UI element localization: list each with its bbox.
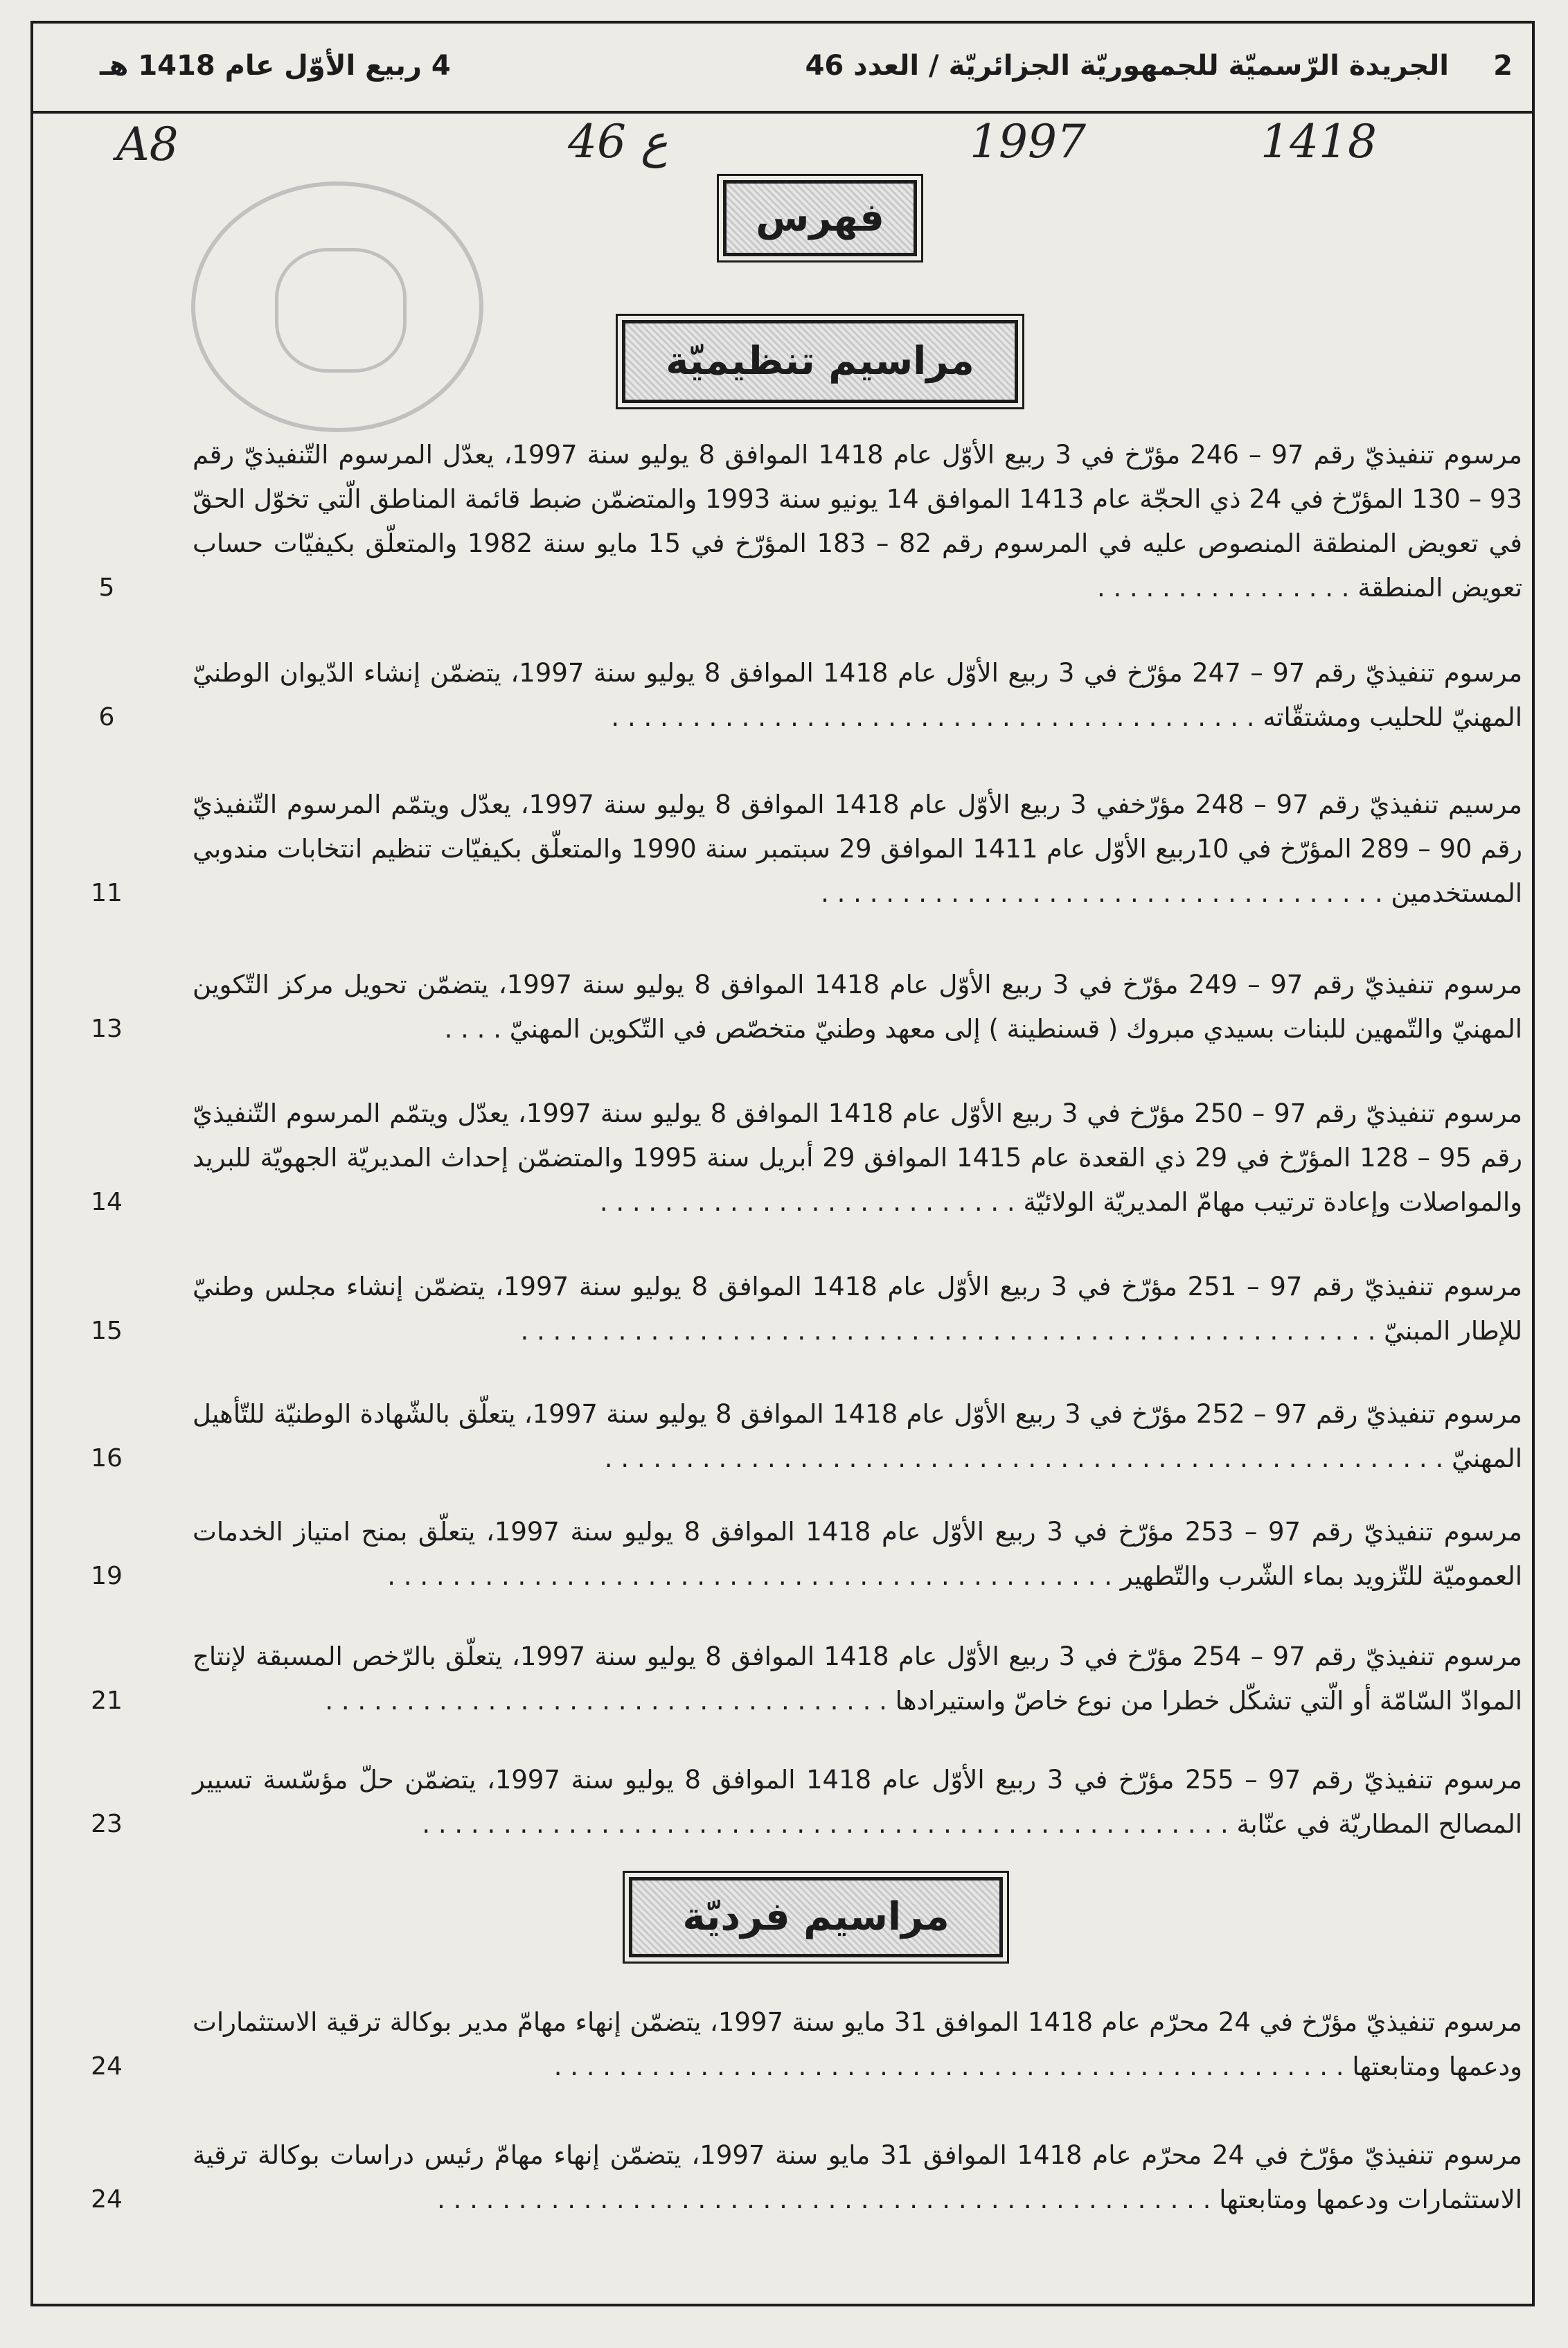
toc-entry[interactable]: مرسوم تنفيذيّ رقم 97 – 253 مؤرّخ في 3 ربيع الأوّل عام 1418 الموافق 8 يوليو سنة 1997، يتعلّق بمنح امتياز الخدمات العموميّة للتّزويد بماء الشّرب والتّطهير . . . . . . . . . . . . . . . . . . . . . . . . . . . . . . . . . . . . . . . . . . . . . 19 <box>62 1510 1522 1599</box>
handwritten-issue: 46 ع <box>568 115 668 168</box>
entry-page-number: 6 <box>98 703 115 731</box>
entry-text: مرسوم تنفيذيّ رقم 97 – 252 مؤرّخ في 3 ربيع الأوّل عام 1418 الموافق 8 يوليو سنة 1997، يتعلّق بالشّهادة الوطنيّة للتّأهيل المهنيّ <box>193 1399 1523 1473</box>
handwritten-hijri: 1418 <box>1260 115 1377 168</box>
toc-entry[interactable]: مرسوم تنفيذيّ رقم 97 – 252 مؤرّخ في 3 ربيع الأوّل عام 1418 الموافق 8 يوليو سنة 1997، يتعلّق بالشّهادة الوطنيّة للتّأهيل المهنيّ . . . . . . . . . . . . . . . . . . . . . . . . . . . . . . . . . . . . . . . . . . . . . . . . . . . . 16 <box>62 1392 1522 1481</box>
entry-page-number: 13 <box>91 1015 123 1043</box>
official-seal-stamp-icon <box>191 181 483 432</box>
index-title-banner <box>723 180 917 256</box>
index-title: فهرس <box>756 195 884 240</box>
entry-page-number: 15 <box>91 1317 123 1345</box>
entry-page-number: 21 <box>91 1687 123 1715</box>
individual-decrees-title: مراسيم فرديّة <box>682 1894 950 1939</box>
toc-entry[interactable]: مرسوم تنفيذيّ رقم 97 – 254 مؤرّخ في 3 ربيع الأوّل عام 1418 الموافق 8 يوليو سنة 1997، يتعلّق بالرّخص المسبقة لإنتاج الموادّ السّامّة أو الّتي تشكّل خطرا من نوع خاصّ واستيرادها . . . . . . . . . . . . . . . . . . . . . . . . . . . . . . . . . . . 21 <box>62 1635 1522 1723</box>
entry-page-number: 24 <box>91 2052 123 2081</box>
toc-entry[interactable]: مرسوم تنفيذيّ رقم 97 – 249 مؤرّخ في 3 ربيع الأوّل عام 1418 الموافق 8 يوليو سنة 1997، يتضمّن تحويل مركز التّكوين المهنيّ والتّمهين للبنات بسيدي مبروك ( قسنطينة ) إلى معهد وطنيّ متخصّص في التّكوين المهنيّ . . . . 13 <box>62 963 1522 1051</box>
toc-entry[interactable]: مرسيم تنفيذيّ رقم 97 – 248 مؤرّخفي 3 ربيع الأوّل عام 1418 الموافق 8 يوليو سنة 1997، يعدّل ويتمّم المرسوم التّنفيذيّ رقم 90 – 289 المؤرّخ في 10ربيع الأوّل عام 1411 الموافق 29 سبتمبر سنة 1990 والمتعلّق بكيفيّات تنظيم انتخابات مندوبي المستخدمين . . . . . . . . . . . . . . . . . . . . . . . . . . . . . . . . . . . 11 <box>62 783 1522 916</box>
handwritten-code: A8 <box>116 118 179 171</box>
entry-page-number: 5 <box>98 573 115 602</box>
entry-text: مرسوم تنفيذيّ رقم 97 – 251 مؤرّخ في 3 ربيع الأوّل عام 1418 الموافق 8 يوليو سنة 1997، يتضمّن إنشاء مجلس وطنيّ للإطار المبنيّ <box>193 1272 1523 1346</box>
journal-title: الجريدة الرّسميّة للجمهوريّة الجزائريّة / العدد 46 <box>805 50 1449 82</box>
toc-entry[interactable]: مرسوم تنفيذيّ رقم 97 – 255 مؤرّخ في 3 ربيع الأوّل عام 1418 الموافق 8 يوليو سنة 1997، يتضمّن حلّ مؤسّسة تسيير المصالح المطاريّة في عنّابة . . . . . . . . . . . . . . . . . . . . . . . . . . . . . . . . . . . . . . . . . . . . . . . . . . 23 <box>62 1758 1522 1847</box>
entry-text: مرسوم تنفيذيّ رقم 97 – 246 مؤرّخ في 3 ربيع الأوّل عام 1418 الموافق 8 يوليو سنة 1997، يعدّل المرسوم التّنفيذيّ رقم 93 – 130 المؤرّخ في 24 ذي الحجّة عام 1413 الموافق 14 يونيو سنة 1993 والمتضمّن ضبط قائمة المناطق الّتي تخوّل الحقّ في تعويض المنطقة المنصوص عليه في المرسوم رقم 82 – 183 المؤرّخ في 15 مايو سنة 1982 والمتعلّق بكيفيّات حساب تعويض المنطقة <box>193 440 1523 603</box>
entry-text: مرسوم تنفيذيّ رقم 97 – 253 مؤرّخ في 3 ربيع الأوّل عام 1418 الموافق 8 يوليو سنة 1997، يتعلّق بمنح امتياز الخدمات العموميّة للتّزويد بماء الشّرب والتّطهير <box>193 1517 1523 1591</box>
individual-decrees-banner <box>629 1877 1003 1957</box>
entry-text: مرسوم تنفيذيّ رقم 97 – 255 مؤرّخ في 3 ربيع الأوّل عام 1418 الموافق 8 يوليو سنة 1997، يتضمّن حلّ مؤسّسة تسيير المصالح المطاريّة في عنّابة <box>193 1765 1522 1839</box>
regulatory-decrees-banner <box>622 320 1018 403</box>
entry-text: مرسوم تنفيذيّ رقم 97 – 247 مؤرّخ في 3 ربيع الأوّل عام 1418 الموافق 8 يوليو سنة 1997، يتضمّن إنشاء الدّيوان الوطنيّ المهنيّ للحليب ومشتقّاته <box>193 658 1523 732</box>
regulatory-decrees-title: مراسيم تنظيميّة <box>666 339 974 384</box>
entry-page-number: 11 <box>91 879 123 907</box>
entry-page-number: 16 <box>91 1444 123 1473</box>
entry-text: مرسيم تنفيذيّ رقم 97 – 248 مؤرّخفي 3 ربيع الأوّل عام 1418 الموافق 8 يوليو سنة 1997، يعدّل ويتمّم المرسوم التّنفيذيّ رقم 90 – 289 المؤرّخ في 10ربيع الأوّل عام 1411 الموافق 29 سبتمبر سنة 1990 والمتعلّق بكيفيّات تنظيم انتخابات مندوبي المستخدمين <box>193 790 1522 908</box>
toc-entry[interactable]: مرسوم تنفيذيّ مؤرّخ في 24 محرّم عام 1418 الموافق 31 مايو سنة 1997، يتضمّن إنهاء مهامّ مدير بوكالة ترقية الاستثمارات ودعمها ومتابعتها . . . . . . . . . . . . . . . . . . . . . . . . . . . . . . . . . . . . . . . . . . . . . . . . . 24 <box>62 2000 1522 2089</box>
toc-entry[interactable]: مرسوم تنفيذيّ رقم 97 – 251 مؤرّخ في 3 ربيع الأوّل عام 1418 الموافق 8 يوليو سنة 1997، يتضمّن إنشاء مجلس وطنيّ للإطار المبنيّ . . . . . . . . . . . . . . . . . . . . . . . . . . . . . . . . . . . . . . . . . . . . . . . . . . . . . 15 <box>62 1265 1522 1353</box>
issue-date: 4 ربيع الأوّل عام 1418 هـ <box>100 50 451 82</box>
entry-page-number: 14 <box>91 1188 123 1216</box>
entry-text: مرسوم تنفيذيّ مؤرّخ في 24 محرّم عام 1418 الموافق 31 مايو سنة 1997، يتضمّن إنهاء مهامّ رئيس دراسات بوكالة ترقية الاستثمارات ودعمها ومتابعتها <box>193 2140 1523 2214</box>
entry-page-number: 19 <box>91 1562 123 1590</box>
entry-text: مرسوم تنفيذيّ رقم 97 – 249 مؤرّخ في 3 ربيع الأوّل عام 1418 الموافق 8 يوليو سنة 1997، يتضمّن تحويل مركز التّكوين المهنيّ والتّمهين للبنات بسيدي مبروك ( قسنطينة ) إلى معهد وطنيّ متخصّص في التّكوين المهنيّ <box>193 970 1523 1044</box>
page-number: 2 <box>1493 50 1513 82</box>
toc-entry[interactable]: مرسوم تنفيذيّ رقم 97 – 250 مؤرّخ في 3 ربيع الأوّل عام 1418 الموافق 8 يوليو سنة 1997، يعدّل ويتمّم المرسوم التّنفيذيّ رقم 95 – 128 المؤرّخ في 29 ذي القعدة عام 1415 الموافق 29 أبريل سنة 1995 والمتضمّن إحداث المديريّة الجهويّة للبريد والمواصلات وإعادة ترتيب مهامّ المديريّة الولائيّة . . . . . . . . . . . . . . . . . . . . . . . . . . 14 <box>62 1092 1522 1225</box>
entry-page-number: 24 <box>91 2185 123 2214</box>
toc-entry[interactable]: مرسوم تنفيذيّ رقم 97 – 246 مؤرّخ في 3 ربيع الأوّل عام 1418 الموافق 8 يوليو سنة 1997، يعدّل المرسوم التّنفيذيّ رقم 93 – 130 المؤرّخ في 24 ذي الحجّة عام 1413 الموافق 14 يونيو سنة 1993 والمتضمّن ضبط قائمة المناطق الّتي تخوّل الحقّ في تعويض المنطقة المنصوص عليه في المرسوم رقم 82 – 183 المؤرّخ في 15 مايو سنة 1982 والمتعلّق بكيفيّات حساب تعويض المنطقة . . . . . . . . . . . . . . . . 5 <box>62 433 1522 610</box>
entry-page-number: 23 <box>91 1810 123 1838</box>
toc-entry[interactable]: مرسوم تنفيذيّ رقم 97 – 247 مؤرّخ في 3 ربيع الأوّل عام 1418 الموافق 8 يوليو سنة 1997، يتضمّن إنشاء الدّيوان الوطنيّ المهنيّ للحليب ومشتقّاته . . . . . . . . . . . . . . . . . . . . . . . . . . . . . . . . . . . . . . . . 6 <box>62 651 1522 740</box>
entry-text: مرسوم تنفيذيّ رقم 97 – 254 مؤرّخ في 3 ربيع الأوّل عام 1418 الموافق 8 يوليو سنة 1997، يتعلّق بالرّخص المسبقة لإنتاج الموادّ السّامّة أو الّتي تشكّل خطرا من نوع خاصّ واستيرادها <box>193 1642 1522 1716</box>
toc-entry[interactable]: مرسوم تنفيذيّ مؤرّخ في 24 محرّم عام 1418 الموافق 31 مايو سنة 1997، يتضمّن إنهاء مهامّ رئيس دراسات بوكالة ترقية الاستثمارات ودعمها ومتابعتها . . . . . . . . . . . . . . . . . . . . . . . . . . . . . . . . . . . . . . . . . . . . . . . . 24 <box>62 2133 1522 2222</box>
page-header <box>33 24 1532 114</box>
entry-text: مرسوم تنفيذيّ مؤرّخ في 24 محرّم عام 1418 الموافق 31 مايو سنة 1997، يتضمّن إنهاء مهامّ مدير بوكالة ترقية الاستثمارات ودعمها ومتابعتها <box>193 2007 1523 2081</box>
handwritten-year: 1997 <box>970 115 1086 168</box>
entry-text: مرسوم تنفيذيّ رقم 97 – 250 مؤرّخ في 3 ربيع الأوّل عام 1418 الموافق 8 يوليو سنة 1997، يعدّل ويتمّم المرسوم التّنفيذيّ رقم 95 – 128 المؤرّخ في 29 ذي القعدة عام 1415 الموافق 29 أبريل سنة 1995 والمتضمّن إحداث المديريّة الجهويّة للبريد والمواصلات وإعادة ترتيب مهامّ المديريّة الولائيّة <box>193 1099 1523 1217</box>
